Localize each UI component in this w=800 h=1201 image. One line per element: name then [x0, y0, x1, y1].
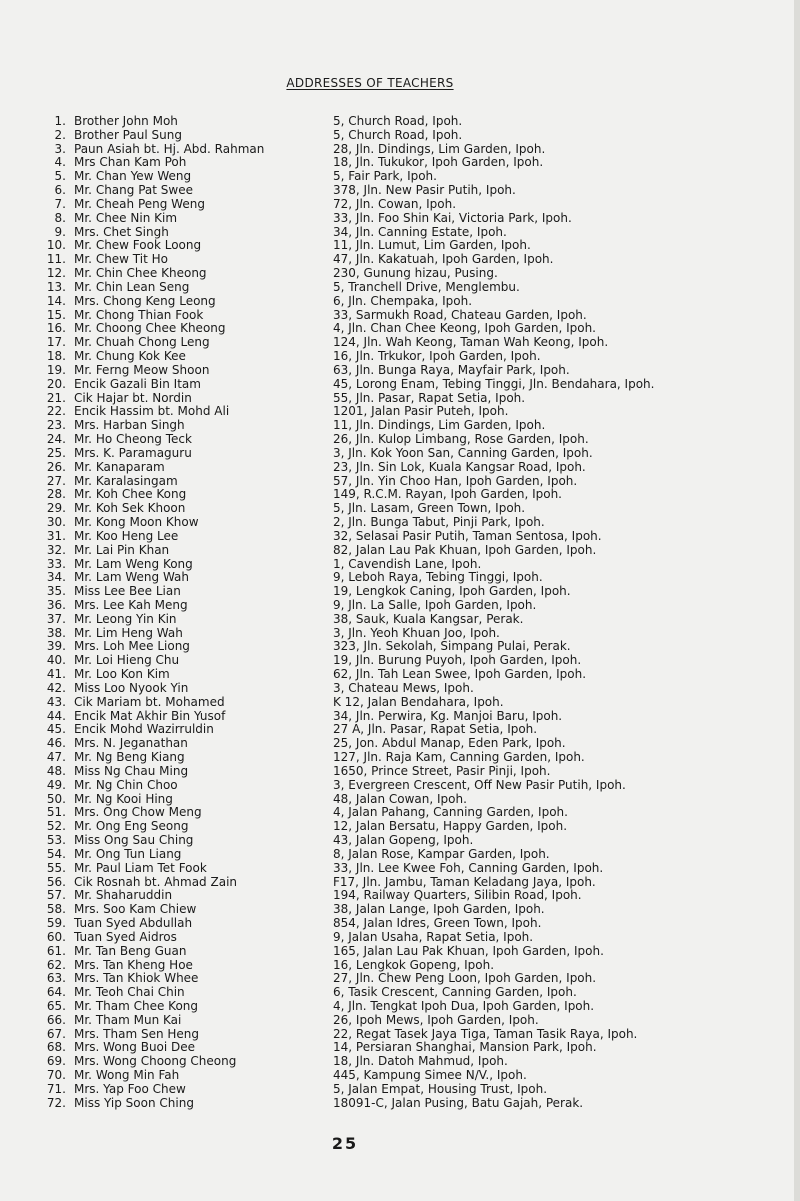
teacher-number: 45.: [46, 722, 66, 737]
teacher-name: Mr. Ng Chin Choo: [74, 777, 178, 792]
teacher-number: 12.: [46, 266, 66, 281]
teacher-number: 25.: [46, 445, 66, 460]
teacher-row: [30, 876, 800, 890]
teacher-address: 5, Jalan Empat, Housing Trust, Ipoh.: [333, 1081, 548, 1096]
teacher-row: [30, 682, 800, 696]
teacher-number: 62.: [46, 957, 66, 972]
teacher-number: 63.: [46, 971, 66, 986]
teacher-address: 27, Jln. Chew Peng Loon, Ipoh Garden, Ipoh.: [333, 971, 597, 986]
teacher-number: 37.: [46, 611, 66, 626]
teacher-row: [30, 322, 800, 336]
teacher-address: 9, Jln. La Salle, Ipoh Garden, Ipoh.: [333, 597, 537, 612]
teacher-address: 38, Jalan Lange, Ipoh Garden, Ipoh.: [333, 902, 545, 917]
teacher-address: 57, Jln. Yin Choo Han, Ipoh Garden, Ipoh.: [333, 473, 578, 488]
teacher-row: [30, 405, 800, 419]
teacher-row: [30, 1014, 800, 1028]
teacher-address: 11, Jln. Dindings, Lim Garden, Ipoh.: [333, 418, 546, 433]
teacher-row: [30, 516, 800, 530]
teacher-name: Mr. Tham Chee Kong: [74, 999, 199, 1013]
teacher-address: 378, Jln. New Pasir Putih, Ipoh.: [333, 183, 516, 198]
teacher-name: Mr. Koh Chee Kong: [74, 487, 187, 502]
teacher-name: Cik Rosnah bt. Ahmad Zain: [74, 874, 238, 889]
teacher-number: 67.: [46, 1026, 66, 1041]
teacher-number: 70.: [46, 1068, 66, 1083]
teacher-number: 13.: [46, 279, 66, 294]
teacher-number: 40.: [46, 653, 66, 668]
teacher-number: 3.: [54, 141, 66, 156]
teacher-row: [30, 115, 800, 129]
teacher-name: Mr. Paul Liam Tet Fook: [74, 860, 207, 875]
teacher-row: [30, 723, 800, 737]
teacher-row: [30, 917, 800, 931]
teacher-address: 5, Jln. Lasam, Green Town, Ipoh.: [333, 501, 526, 516]
teacher-number: 48.: [46, 763, 66, 778]
teacher-row: [30, 862, 800, 876]
teacher-row: [30, 502, 800, 516]
teacher-number: 23.: [46, 418, 66, 433]
teacher-row: [30, 696, 800, 710]
teacher-row: [30, 627, 800, 641]
teacher-address: 9, Jalan Usaha, Rapat Setia, Ipoh.: [333, 929, 534, 944]
teacher-name: Mr. Teoh Chai Chin: [74, 985, 185, 1000]
teacher-name: Mrs. Wong Buoi Dee: [74, 1040, 196, 1055]
teacher-address: 149, R.C.M. Rayan, Ipoh Garden, Ipoh.: [333, 487, 562, 502]
teacher-row: [30, 143, 800, 157]
teacher-address: 25, Jon. Abdul Manap, Eden Park, Ipoh.: [333, 736, 566, 751]
teacher-number: 52.: [46, 819, 66, 834]
teacher-row: [30, 392, 800, 406]
teacher-address: 16, Jln. Trkukor, Ipoh Garden, Ipoh.: [333, 349, 541, 364]
teacher-name: Mr. Lam Weng Wah: [74, 570, 189, 585]
teacher-row: [30, 336, 800, 350]
teacher-address: 26, Ipoh Mews, Ipoh Garden, Ipoh.: [333, 1012, 539, 1027]
teacher-row: [30, 1055, 800, 1069]
teacher-number: 29.: [46, 501, 66, 516]
teacher-number: 51.: [46, 805, 66, 820]
teacher-address: 47, Jln. Kakatuah, Ipoh Garden, Ipoh.: [333, 252, 554, 267]
teacher-address: 8, Jalan Rose, Kampar Garden, Ipoh.: [333, 846, 550, 861]
teacher-number: 49.: [46, 777, 66, 792]
teacher-row: [30, 419, 800, 433]
teacher-row: [30, 806, 800, 820]
teacher-name: Miss Ng Chau Ming: [74, 763, 189, 778]
teacher-name: Tuan Syed Abdullah: [74, 916, 193, 931]
teacher-address: 63, Jln. Bunga Raya, Mayfair Park, Ipoh.: [333, 362, 570, 377]
teacher-address: 14, Persiaran Shanghai, Mansion Park, Ipoh.: [333, 1040, 597, 1055]
teacher-address: 33, Jln. Lee Kwee Foh, Canning Garden, Ipoh.: [333, 860, 604, 875]
teacher-name: Cik Hajar bt. Nordin: [74, 390, 192, 405]
teacher-address: 18091-C, Jalan Pusing, Batu Gajah, Perak.: [333, 1095, 584, 1110]
teacher-row: [30, 170, 800, 184]
teacher-row: [30, 710, 800, 724]
teacher-address: 4, Jalan Pahang, Canning Garden, Ipoh.: [333, 805, 568, 820]
teacher-address: 445, Kampung Simee N/V., Ipoh.: [333, 1068, 527, 1083]
teacher-address: 43, Jalan Gopeng, Ipoh.: [333, 833, 474, 848]
teacher-address: 1, Cavendish Lane, Ipoh.: [333, 556, 482, 571]
teacher-row: [30, 820, 800, 834]
teacher-number: 16.: [46, 321, 66, 336]
teacher-row: [30, 198, 800, 212]
teacher-number: 10.: [46, 238, 66, 253]
teacher-name: Mr. Chuah Chong Leng: [74, 335, 210, 350]
teacher-row: [30, 544, 800, 558]
teacher-address: 16, Lengkok Gopeng, Ipoh.: [333, 957, 495, 972]
teacher-address: 4, Jln. Tengkat Ipoh Dua, Ipoh Garden, Ipoh.: [333, 999, 595, 1013]
teacher-address: 194, Railway Quarters, Silibin Road, Ipoh.: [333, 888, 582, 903]
teacher-name: Mr. Ho Cheong Teck: [74, 432, 192, 447]
teacher-address: 19, Lengkok Caning, Ipoh Garden, Ipoh.: [333, 584, 571, 599]
teacher-name: Mrs. Tan Kheng Hoe: [74, 957, 193, 972]
teacher-name: Miss Lee Bee Lian: [74, 584, 181, 599]
teacher-name: Encik Mohd Wazirruldin: [74, 722, 214, 737]
teacher-row: [30, 945, 800, 959]
teacher-row: [30, 350, 800, 364]
teacher-name: Cik Mariam bt. Mohamed: [74, 694, 225, 709]
teacher-row: [30, 433, 800, 447]
teacher-address: 230, Gunung hizau, Pusing.: [333, 266, 498, 281]
teacher-address: 127, Jln. Raja Kam, Canning Garden, Ipoh.: [333, 750, 585, 765]
teacher-name: Mr. Cheah Peng Weng: [74, 196, 205, 211]
teacher-number: 42.: [46, 680, 66, 695]
teacher-row: [30, 212, 800, 226]
teacher-number: 27.: [46, 473, 66, 488]
teacher-number: 19.: [46, 362, 66, 377]
teacher-address: 5, Church Road, Ipoh.: [333, 127, 463, 142]
teacher-number: 4.: [54, 155, 66, 170]
teacher-row: [30, 1069, 800, 1083]
teacher-name: Brother John Moh: [74, 114, 178, 128]
teacher-row: [30, 889, 800, 903]
teacher-name: Mrs Chan Kam Poh: [74, 155, 187, 170]
teacher-row: [30, 1083, 800, 1097]
teacher-name: Mr. Kong Moon Khow: [74, 515, 199, 530]
teacher-name: Mrs. Tham Sen Heng: [74, 1026, 200, 1041]
teacher-name: Mr. Leong Yin Kin: [74, 611, 177, 626]
teacher-name: Mrs. Soo Kam Chiew: [74, 902, 197, 917]
teacher-number: 56.: [46, 874, 66, 889]
teacher-address: 27 A, Jln. Pasar, Rapat Setia, Ipoh.: [333, 722, 538, 737]
teacher-name: Mr. Ng Kooi Hing: [74, 791, 173, 806]
teacher-row: [30, 613, 800, 627]
teacher-name: Paun Asiah bt. Hj. Abd. Rahman: [74, 141, 265, 156]
teacher-address: 1650, Prince Street, Pasir Pinji, Ipoh.: [333, 763, 551, 778]
teacher-number: 2.: [54, 127, 66, 142]
teacher-number: 28.: [46, 487, 66, 502]
teacher-number: 44.: [46, 708, 66, 723]
teacher-row: [30, 309, 800, 323]
teacher-name: Mr. Loo Kon Kim: [74, 667, 170, 682]
teacher-name: Mr. Tan Beng Guan: [74, 943, 187, 958]
teacher-name: Mrs. Harban Singh: [74, 418, 185, 433]
teacher-number: 22.: [46, 404, 66, 419]
teacher-address: 33, Jln. Foo Shin Kai, Victoria Park, Ipoh.: [333, 210, 572, 225]
teacher-address: 32, Selasai Pasir Putih, Taman Sentosa, Ipoh.: [333, 528, 602, 543]
teacher-name: Mr. Lim Heng Wah: [74, 625, 183, 640]
teacher-address-list: [30, 115, 800, 1111]
teacher-name: Mr. Chew Fook Loong: [74, 238, 202, 253]
teacher-row: [30, 986, 800, 1000]
teacher-name: Mr. Wong Min Fah: [74, 1068, 180, 1083]
teacher-address: 82, Jalan Lau Pak Khuan, Ipoh Garden, Ipoh.: [333, 542, 597, 557]
teacher-address: 323, Jln. Sekolah, Simpang Pulai, Perak.: [333, 639, 571, 654]
teacher-number: 9.: [54, 224, 66, 239]
teacher-address: 18, Jln. Datoh Mahmud, Ipoh.: [333, 1054, 508, 1069]
teacher-name: Mr. Ferng Meow Shoon: [74, 362, 210, 377]
teacher-name: Mrs. Ong Chow Meng: [74, 805, 202, 820]
teacher-number: 8.: [54, 210, 66, 225]
teacher-name: Mr. Chan Yew Weng: [74, 169, 192, 184]
teacher-row: [30, 226, 800, 240]
teacher-name: Mr. Chong Thian Fook: [74, 307, 204, 322]
teacher-row: [30, 530, 800, 544]
teacher-number: 68.: [46, 1040, 66, 1055]
teacher-row: [30, 640, 800, 654]
teacher-row: [30, 599, 800, 613]
teacher-name: Mrs. Lee Kah Meng: [74, 597, 188, 612]
teacher-number: 59.: [46, 916, 66, 931]
teacher-address: 1201, Jalan Pasir Puteh, Ipoh.: [333, 404, 509, 419]
teacher-name: Mr. Koh Sek Khoon: [74, 501, 186, 516]
teacher-address: 55, Jln. Pasar, Rapat Setia, Ipoh.: [333, 390, 526, 405]
teacher-number: 5.: [54, 169, 66, 184]
teacher-number: 31.: [46, 528, 66, 543]
teacher-name: Miss Yip Soon Ching: [74, 1095, 194, 1110]
teacher-name: Mrs. Wong Choong Cheong: [74, 1054, 237, 1069]
teacher-name: Tuan Syed Aidros: [74, 929, 177, 944]
teacher-row: [30, 184, 800, 198]
teacher-name: Mr. Koo Heng Lee: [74, 528, 179, 543]
teacher-row: [30, 378, 800, 392]
teacher-name: Mrs. N. Jeganathan: [74, 736, 188, 751]
teacher-row: [30, 488, 800, 502]
teacher-name: Miss Loo Nyook Yin: [74, 680, 189, 695]
teacher-number: 58.: [46, 902, 66, 917]
teacher-number: 21.: [46, 390, 66, 405]
teacher-number: 65.: [46, 999, 66, 1013]
teacher-row: [30, 571, 800, 585]
teacher-row: [30, 765, 800, 779]
teacher-name: Mr. Ng Beng Kiang: [74, 750, 185, 765]
teacher-name: Mr. Shaharuddin: [74, 888, 173, 903]
teacher-name: Mr. Chew Tit Ho: [74, 252, 168, 267]
teacher-name: Mr. Lam Weng Kong: [74, 556, 193, 571]
teacher-row: [30, 475, 800, 489]
teacher-name: Miss Ong Sau Ching: [74, 833, 194, 848]
teacher-number: 71.: [46, 1081, 66, 1096]
teacher-row: [30, 295, 800, 309]
teacher-number: 50.: [46, 791, 66, 806]
teacher-number: 26.: [46, 459, 66, 474]
teacher-number: 30.: [46, 515, 66, 530]
teacher-address: 9, Leboh Raya, Tebing Tinggi, Ipoh.: [333, 570, 543, 585]
teacher-number: 32.: [46, 542, 66, 557]
teacher-number: 20.: [46, 376, 66, 391]
teacher-address: 3, Jln. Kok Yoon San, Canning Garden, Ipoh.: [333, 445, 593, 460]
teacher-name: Mrs. Chet Singh: [74, 224, 169, 239]
teacher-row: [30, 461, 800, 475]
teacher-address: 124, Jln. Wah Keong, Taman Wah Keong, Ipoh.: [333, 335, 609, 350]
teacher-name: Mrs. Yap Foo Chew: [74, 1081, 186, 1096]
teacher-address: 23, Jln. Sin Lok, Kuala Kangsar Road, Ipoh.: [333, 459, 586, 474]
teacher-row: [30, 364, 800, 378]
teacher-row: [30, 848, 800, 862]
teacher-row: [30, 253, 800, 267]
teacher-name: Mr. Chin Lean Seng: [74, 279, 190, 294]
teacher-number: 17.: [46, 335, 66, 350]
teacher-row: [30, 668, 800, 682]
teacher-address: 3, Chateau Mews, Ipoh.: [333, 680, 474, 695]
teacher-row: [30, 834, 800, 848]
teacher-number: 53.: [46, 833, 66, 848]
teacher-number: 60.: [46, 929, 66, 944]
teacher-row: [30, 156, 800, 170]
teacher-row: [30, 931, 800, 945]
teacher-number: 55.: [46, 860, 66, 875]
teacher-name: Mrs. Tan Khiok Whee: [74, 971, 199, 986]
teacher-name: Mr. Chin Chee Kheong: [74, 266, 207, 281]
teacher-row: [30, 558, 800, 572]
teacher-number: 1.: [54, 114, 66, 128]
teacher-name: Mrs. Chong Keng Leong: [74, 293, 216, 308]
teacher-name: Mr. Tham Mun Kai: [74, 1012, 182, 1027]
teacher-address: 5, Tranchell Drive, Menglembu.: [333, 279, 520, 294]
teacher-row: [30, 737, 800, 751]
teacher-number: 47.: [46, 750, 66, 765]
teacher-address: 18, Jln. Tukukor, Ipoh Garden, Ipoh.: [333, 155, 544, 170]
teacher-name: Mrs. K. Paramaguru: [74, 445, 192, 460]
teacher-address: 26, Jln. Kulop Limbang, Rose Garden, Ipoh.: [333, 432, 589, 447]
page-title: ADDRESSES OF TEACHERS: [286, 76, 454, 90]
teacher-address: 11, Jln. Lumut, Lim Garden, Ipoh.: [333, 238, 531, 253]
teacher-address: 22, Regat Tasek Jaya Tiga, Taman Tasik Raya, Ipoh.: [333, 1026, 638, 1041]
page-number: 25: [331, 1134, 359, 1153]
teacher-address: 6, Tasik Crescent, Canning Garden, Ipoh.: [333, 985, 577, 1000]
teacher-row: [30, 1041, 800, 1055]
teacher-address: 3, Evergreen Crescent, Off New Pasir Putih, Ipoh.: [333, 777, 626, 792]
teacher-name: Mr. Ong Eng Seong: [74, 819, 189, 834]
teacher-number: 72.: [46, 1095, 66, 1110]
teacher-name: Encik Hassim bt. Mohd Ali: [74, 404, 230, 419]
teacher-address: 45, Lorong Enam, Tebing Tinggi, Jln. Bendahara, Ipoh.: [333, 376, 655, 391]
teacher-address: 33, Sarmukh Road, Chateau Garden, Ipoh.: [333, 307, 587, 322]
teacher-number: 6.: [54, 183, 66, 198]
teacher-number: 18.: [46, 349, 66, 364]
teacher-row: [30, 585, 800, 599]
teacher-name: Encik Gazali Bin Itam: [74, 376, 201, 391]
teacher-number: 15.: [46, 307, 66, 322]
teacher-address: 72, Jln. Cowan, Ipoh.: [333, 196, 457, 211]
teacher-number: 69.: [46, 1054, 66, 1069]
teacher-address: 34, Jln. Canning Estate, Ipoh.: [333, 224, 507, 239]
teacher-row: [30, 267, 800, 281]
teacher-row: [30, 972, 800, 986]
teacher-number: 43.: [46, 694, 66, 709]
teacher-address: 4, Jln. Chan Chee Keong, Ipoh Garden, Ipoh.: [333, 321, 596, 336]
teacher-name: Mr. Chang Pat Swee: [74, 183, 193, 198]
teacher-number: 38.: [46, 625, 66, 640]
teacher-number: 61.: [46, 943, 66, 958]
teacher-address: 12, Jalan Bersatu, Happy Garden, Ipoh.: [333, 819, 568, 834]
teacher-address: 854, Jalan Idres, Green Town, Ipoh.: [333, 916, 542, 931]
teacher-address: K 12, Jalan Bendahara, Ipoh.: [333, 694, 504, 709]
teacher-number: 7.: [54, 196, 66, 211]
teacher-number: 46.: [46, 736, 66, 751]
teacher-row: [30, 1028, 800, 1042]
teacher-number: 54.: [46, 846, 66, 861]
teacher-row: [30, 751, 800, 765]
teacher-row: [30, 654, 800, 668]
teacher-address: 19, Jln. Burung Puyoh, Ipoh Garden, Ipoh.: [333, 653, 582, 668]
teacher-row: [30, 281, 800, 295]
teacher-name: Mr. Choong Chee Kheong: [74, 321, 226, 336]
teacher-address: 48, Jalan Cowan, Ipoh.: [333, 791, 467, 806]
teacher-address: 6, Jln. Chempaka, Ipoh.: [333, 293, 473, 308]
teacher-address: 5, Fair Park, Ipoh.: [333, 169, 437, 184]
teacher-address: 38, Sauk, Kuala Kangsar, Perak.: [333, 611, 524, 626]
teacher-address: 5, Church Road, Ipoh.: [333, 114, 463, 128]
teacher-number: 39.: [46, 639, 66, 654]
teacher-address: 28, Jln. Dindings, Lim Garden, Ipoh.: [333, 141, 546, 156]
teacher-number: 24.: [46, 432, 66, 447]
teacher-row: [30, 1097, 800, 1111]
teacher-number: 64.: [46, 985, 66, 1000]
teacher-row: [30, 793, 800, 807]
teacher-address: F17, Jln. Jambu, Taman Keladang Jaya, Ipoh.: [333, 874, 596, 889]
teacher-number: 41.: [46, 667, 66, 682]
teacher-number: 35.: [46, 584, 66, 599]
teacher-name: Mrs. Loh Mee Liong: [74, 639, 190, 654]
teacher-number: 33.: [46, 556, 66, 571]
teacher-number: 14.: [46, 293, 66, 308]
teacher-number: 34.: [46, 570, 66, 585]
teacher-row: [30, 239, 800, 253]
teacher-row: [30, 779, 800, 793]
teacher-address: 3, Jln. Yeoh Khuan Joo, Ipoh.: [333, 625, 500, 640]
teacher-name: Brother Paul Sung: [74, 127, 182, 142]
teacher-address: 62, Jln. Tah Lean Swee, Ipoh Garden, Ipoh.: [333, 667, 587, 682]
teacher-address: 2, Jln. Bunga Tabut, Pinji Park, Ipoh.: [333, 515, 545, 530]
teacher-number: 11.: [46, 252, 66, 267]
teacher-row: [30, 903, 800, 917]
teacher-number: 36.: [46, 597, 66, 612]
teacher-row: [30, 1000, 800, 1014]
teacher-number: 66.: [46, 1012, 66, 1027]
teacher-name: Mr. Chee Nin Kim: [74, 210, 178, 225]
teacher-name: Encik Mat Akhir Bin Yusof: [74, 708, 226, 723]
teacher-row: [30, 447, 800, 461]
teacher-name: Mr. Ong Tun Liang: [74, 846, 182, 861]
teacher-row: [30, 959, 800, 973]
teacher-name: Mr. Loi Hieng Chu: [74, 653, 180, 668]
teacher-address: 165, Jalan Lau Pak Khuan, Ipoh Garden, Ipoh.: [333, 943, 604, 958]
teacher-number: 57.: [46, 888, 66, 903]
teacher-row: [30, 129, 800, 143]
teacher-name: Mr. Kanaparam: [74, 459, 165, 474]
teacher-address: 34, Jln. Perwira, Kg. Manjoi Baru, Ipoh.: [333, 708, 563, 723]
teacher-name: Mr. Chung Kok Kee: [74, 349, 186, 364]
teacher-name: Mr. Karalasingam: [74, 473, 178, 488]
teacher-name: Mr. Lai Pin Khan: [74, 542, 170, 557]
